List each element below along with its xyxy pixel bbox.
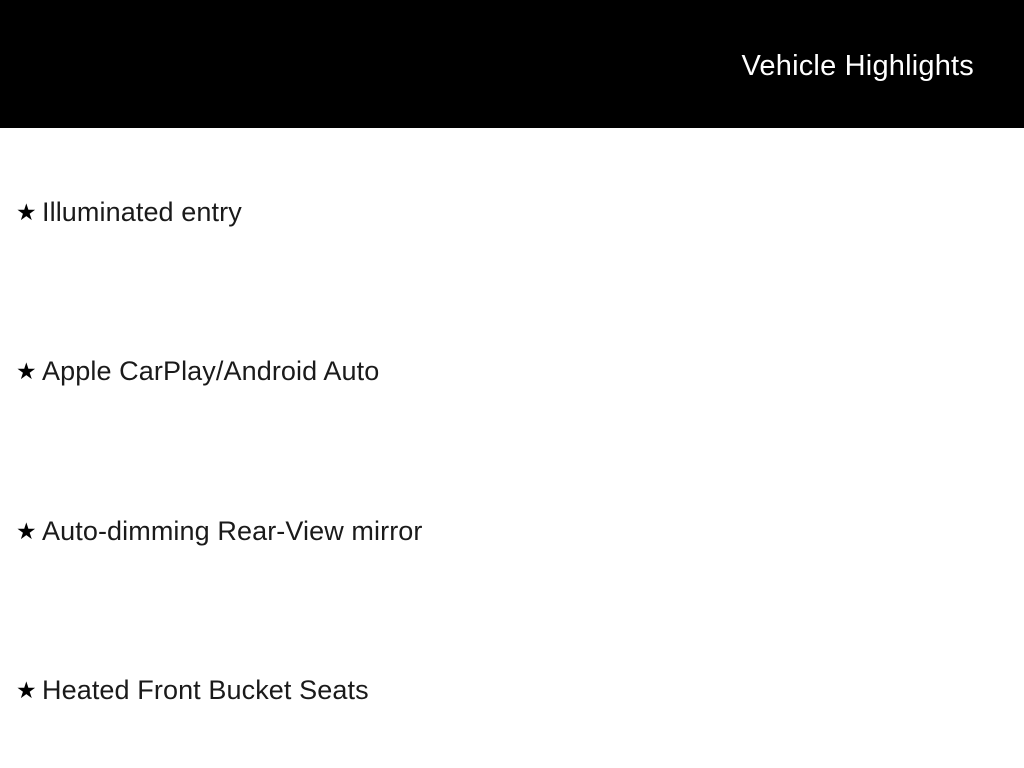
list-item-label: Apple CarPlay/Android Auto bbox=[42, 355, 380, 386]
list-item-label: Auto-dimming Rear-View mirror bbox=[42, 515, 423, 546]
star-icon: ★ bbox=[16, 357, 37, 384]
list-item bbox=[16, 351, 379, 391]
star-icon: ★ bbox=[16, 517, 37, 544]
header-bar bbox=[0, 0, 1024, 128]
list-item-label: Illuminated entry bbox=[42, 196, 242, 227]
star-icon: ★ bbox=[16, 676, 37, 703]
list-item bbox=[16, 192, 242, 232]
page-title: Vehicle Highlights bbox=[741, 50, 974, 82]
highlights-list bbox=[0, 128, 1024, 768]
list-item bbox=[16, 670, 369, 710]
list-item bbox=[16, 511, 423, 551]
star-icon: ★ bbox=[16, 198, 37, 225]
list-item-label: Heated Front Bucket Seats bbox=[42, 674, 369, 705]
